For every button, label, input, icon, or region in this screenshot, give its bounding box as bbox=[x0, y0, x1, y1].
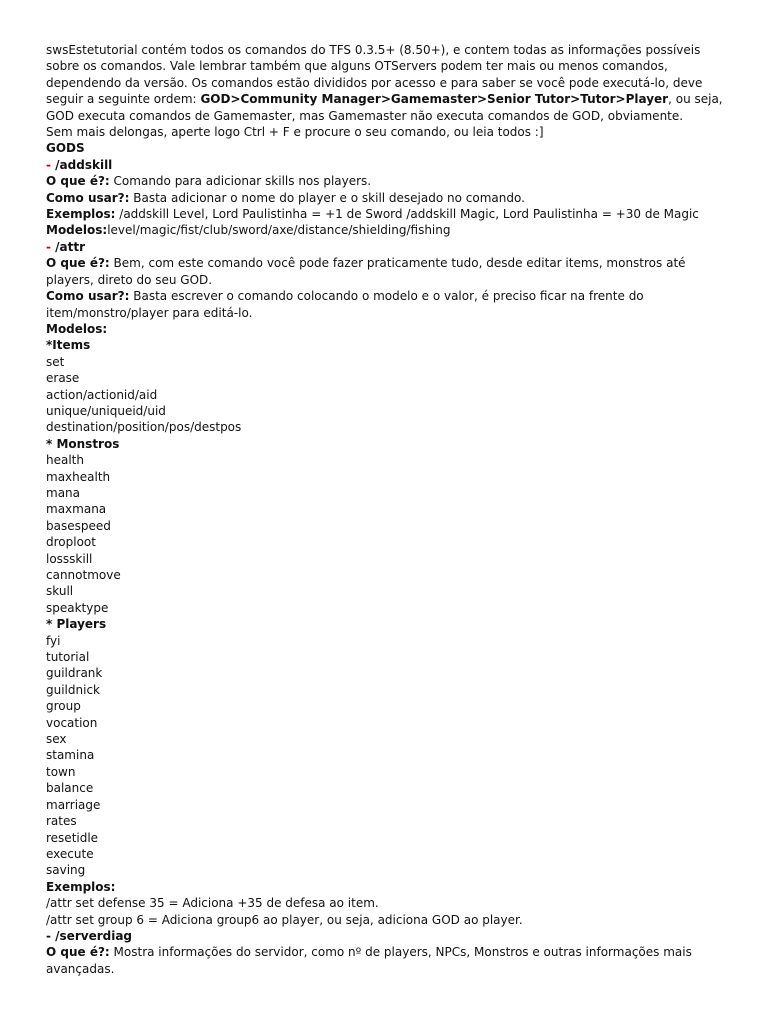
list-item: erase bbox=[46, 371, 80, 386]
addskill-dash: - bbox=[46, 157, 51, 172]
serverdiag-what: O que é?: Mostra informações do servidor, como nº de players, NPCs, Monstros e outras informações mais avançadas. bbox=[46, 945, 692, 976]
section-title: GODS bbox=[46, 141, 85, 156]
list-item: saving bbox=[46, 863, 86, 878]
list-item: set bbox=[46, 354, 65, 369]
attr-examples-list bbox=[46, 895, 726, 928]
list-item: unique/uniqueid/uid bbox=[46, 403, 166, 418]
list-item: stamina bbox=[46, 748, 95, 763]
attr-name: /attr bbox=[55, 239, 86, 254]
addskill-name: /addskill bbox=[55, 157, 113, 172]
list-item: marriage bbox=[46, 797, 101, 812]
document-page bbox=[46, 42, 726, 977]
access-order: GOD>Community Manager>Gamemaster>Senior Tutor>Tutor>Player bbox=[200, 92, 669, 107]
attr-examples-label: Exemplos: bbox=[46, 879, 116, 894]
attr-how: Como usar?: Basta escrever o comando colocando o modelo e o valor, é preciso ficar na frente do item/monstro/player para editá-lo. bbox=[46, 289, 644, 320]
attr-dash: - bbox=[46, 239, 51, 254]
list-item: maxhealth bbox=[46, 469, 111, 484]
attr-monsters-heading: * Monstros bbox=[46, 436, 120, 451]
addskill-heading bbox=[46, 157, 726, 173]
intro-closing: Sem mais delongas, aperte logo Ctrl + F e procure o seu comando, ou leia todos :] bbox=[46, 125, 544, 140]
list-item: rates bbox=[46, 814, 77, 829]
addskill-examples: Exemplos: /addskill Level, Lord Paulistinha = +1 de Sword /addskill Magic, Lord Paulistinha = +30 de Magic Modelos:level/magic/fist/club/sword/axe/distance/shielding/fishing bbox=[46, 207, 699, 238]
attr-items-list bbox=[46, 354, 726, 436]
attr-players-heading: * Players bbox=[46, 617, 107, 632]
intro-paragraph bbox=[46, 42, 726, 124]
list-item: mana bbox=[46, 485, 81, 500]
addskill-how: Como usar?: Basta adicionar o nome do player e o skill desejado no comando. bbox=[46, 190, 525, 205]
list-item: town bbox=[46, 764, 76, 779]
list-item: sex bbox=[46, 732, 67, 747]
attr-players-list bbox=[46, 633, 726, 879]
list-item: /attr set defense 35 = Adiciona +35 de defesa ao item. bbox=[46, 896, 379, 911]
list-item: action/actionid/aid bbox=[46, 387, 158, 402]
attr-items-heading: *Items bbox=[46, 338, 91, 353]
list-item: group bbox=[46, 699, 81, 714]
list-item: destination/position/pos/destpos bbox=[46, 420, 242, 435]
intro-text: swsEstetutorial contém todos os comandos do TFS 0.3.5+ (8.50+), e contem todas as informações possíveis sobre os comandos. Vale lembrar também que alguns OTServers podem ter mais ou menos comandos, dependendo da versão. Os comandos estão divididos por acesso e para saber se você pode executá-lo, deve seguir a seguinte ordem: bbox=[46, 43, 703, 107]
list-item: guildnick bbox=[46, 682, 100, 697]
attr-models-label: Modelos: bbox=[46, 321, 108, 336]
list-item: skull bbox=[46, 584, 74, 599]
list-item: balance bbox=[46, 781, 94, 796]
list-item: droploot bbox=[46, 535, 96, 550]
list-item: execute bbox=[46, 846, 94, 861]
list-item: tutorial bbox=[46, 650, 90, 665]
list-item: maxmana bbox=[46, 502, 107, 517]
list-item: /attr set group 6 = Adiciona group6 ao player, ou seja, adiciona GOD ao player. bbox=[46, 912, 523, 927]
attr-what: O que é?: Bem, com este comando você pode fazer praticamente tudo, desde editar items, monstros até players, direto do seu GOD. bbox=[46, 256, 686, 287]
list-item: health bbox=[46, 453, 84, 468]
access-order-explanation: , ou seja, GOD executa comandos de Gamemaster, mas Gamemaster não executa comandos de GOD, obviamente. bbox=[46, 92, 723, 123]
list-item: speaktype bbox=[46, 600, 109, 615]
list-item: basespeed bbox=[46, 518, 111, 533]
list-item: cannotmove bbox=[46, 568, 121, 582]
addskill-what: O que é?: Comando para adicionar skills nos players. bbox=[46, 174, 372, 189]
attr-heading bbox=[46, 239, 726, 255]
list-item: guildrank bbox=[46, 666, 103, 681]
list-item: resetidle bbox=[46, 830, 99, 845]
attr-monsters-list bbox=[46, 452, 726, 616]
list-item: lossskill bbox=[46, 551, 93, 566]
serverdiag-heading: - /serverdiag bbox=[46, 928, 133, 943]
list-item: fyi bbox=[46, 633, 61, 648]
list-item: vocation bbox=[46, 715, 98, 730]
